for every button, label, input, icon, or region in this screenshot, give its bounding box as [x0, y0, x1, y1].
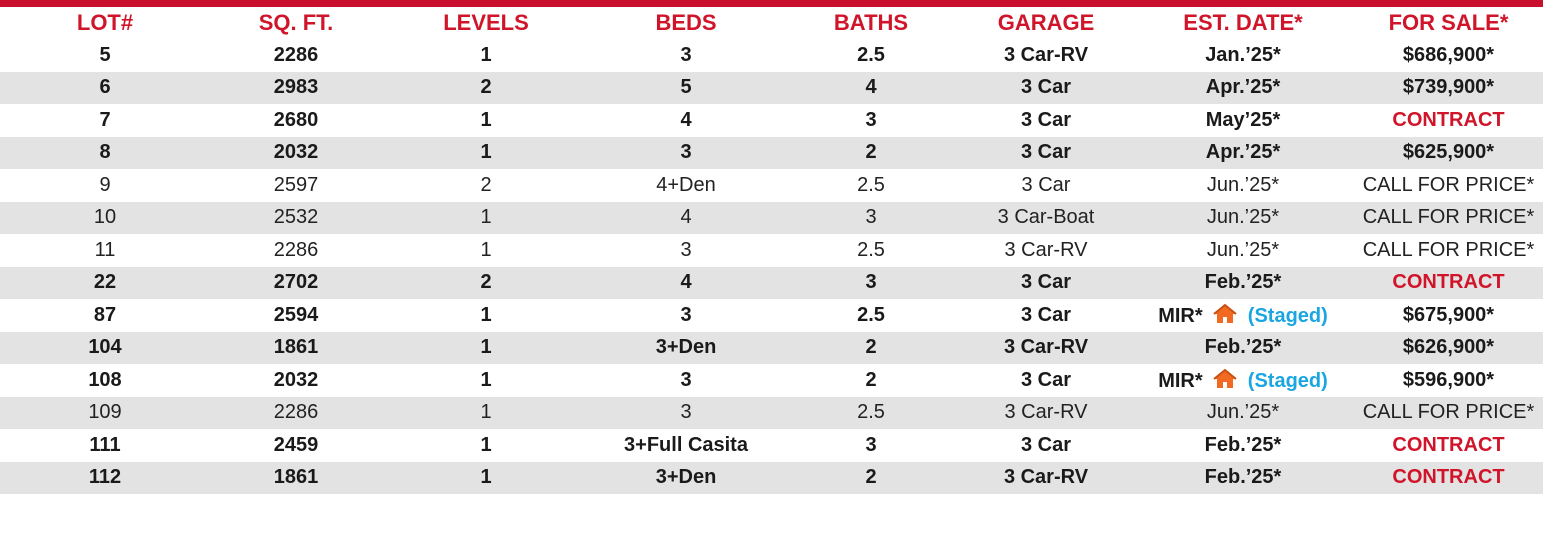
est-date-cell	[1132, 169, 1354, 202]
price-cell: CONTRACT	[1392, 108, 1505, 131]
est-date-cell	[1132, 72, 1354, 105]
table-row	[0, 462, 1543, 495]
header-lot: LOT#	[0, 7, 210, 39]
est-date-cell	[1132, 397, 1354, 430]
beds-cell: 3	[680, 43, 692, 66]
sqft-cell: 2286	[273, 238, 319, 261]
baths-cell: 2.5	[782, 397, 960, 430]
house-icon	[1212, 303, 1238, 325]
garage-cell: 3 Car	[1020, 303, 1072, 326]
lot-cell: 22	[0, 267, 210, 300]
table-body	[0, 39, 1543, 494]
baths-cell: 4	[782, 72, 960, 105]
table-row	[0, 397, 1543, 430]
baths-cell: 2	[865, 368, 877, 391]
beds-cell: 4	[590, 202, 782, 235]
table-row	[0, 202, 1543, 235]
levels-cell: 1	[382, 397, 590, 430]
sqft-cell: 1861	[210, 462, 382, 495]
baths-cell: 3	[782, 202, 960, 235]
baths-cell: 2.5	[857, 303, 885, 326]
beds-cell: 3	[680, 303, 692, 326]
table-row	[0, 104, 1543, 137]
baths-cell: 2	[782, 332, 960, 365]
sqft-cell: 2702	[210, 267, 382, 300]
garage-cell: 3 Car	[1020, 433, 1072, 456]
staged-label: (Staged)	[1247, 304, 1328, 327]
header-beds: BEDS	[590, 7, 782, 39]
price-cell: CONTRACT	[1392, 433, 1505, 456]
sqft-cell: 2532	[210, 202, 382, 235]
baths-cell: 2.5	[857, 43, 885, 66]
table-row	[0, 267, 1543, 300]
header-levels: LEVELS	[382, 7, 590, 39]
garage-cell: 3 Car	[1021, 173, 1071, 196]
header-garage: GARAGE	[960, 7, 1132, 39]
price-cell: $625,900*	[1354, 137, 1543, 170]
beds-cell: 3+Den	[590, 462, 782, 495]
staged-group	[1208, 370, 1328, 392]
header-for-sale: FOR SALE*	[1354, 7, 1543, 39]
est-date-cell	[1132, 429, 1354, 462]
header-baths: BATHS	[782, 7, 960, 39]
lot-cell: 9	[99, 173, 111, 196]
baths-cell: 2	[782, 137, 960, 170]
est-date-text: Feb.’25*	[1204, 336, 1282, 359]
lot-cell: 5	[99, 43, 111, 66]
lot-cell: 104	[0, 332, 210, 365]
est-date-cell	[1132, 202, 1354, 235]
levels-cell: 1	[480, 433, 492, 456]
est-date-text: Jan.’25*	[1205, 43, 1281, 66]
price-cell: CALL FOR PRICE*	[1354, 202, 1543, 235]
staged-label: (Staged)	[1247, 369, 1328, 392]
levels-cell: 1	[382, 462, 590, 495]
garage-cell: 3 Car-Boat	[960, 202, 1132, 235]
levels-cell: 1	[480, 108, 492, 131]
table-row	[0, 332, 1543, 365]
lot-cell: 108	[88, 368, 122, 391]
est-date-cell	[1132, 299, 1354, 332]
lot-cell: 109	[0, 397, 210, 430]
levels-cell: 1	[382, 137, 590, 170]
est-date-text: Jun.’25*	[1206, 401, 1280, 424]
price-cell: CALL FOR PRICE*	[1362, 238, 1535, 261]
beds-cell: 4	[590, 267, 782, 300]
table-row	[0, 137, 1543, 170]
est-date-cell	[1132, 364, 1354, 397]
price-cell: $675,900*	[1402, 303, 1495, 326]
levels-cell: 1	[480, 43, 492, 66]
beds-cell: 3	[590, 397, 782, 430]
table-row	[0, 299, 1543, 332]
table-row	[0, 39, 1543, 72]
top-accent-bar	[0, 0, 1543, 7]
baths-cell: 2.5	[857, 238, 885, 261]
lot-cell: 87	[93, 303, 117, 326]
levels-cell: 1	[480, 238, 492, 261]
table-row	[0, 429, 1543, 462]
garage-cell: 3 Car	[1020, 368, 1072, 391]
est-date-text: Jun.’25*	[1206, 173, 1280, 196]
header-est-date: EST. DATE*	[1132, 7, 1354, 39]
price-cell: $626,900*	[1354, 332, 1543, 365]
table-row	[0, 169, 1543, 202]
beds-cell: 3+Full Casita	[624, 433, 748, 456]
est-date-cell	[1132, 267, 1354, 300]
sqft-cell: 2597	[273, 173, 319, 196]
garage-cell: 3 Car-RV	[960, 332, 1132, 365]
sqft-cell: 1861	[210, 332, 382, 365]
levels-cell: 2	[480, 173, 492, 196]
garage-cell: 3 Car	[960, 72, 1132, 105]
sqft-cell: 2459	[273, 433, 319, 456]
est-date-text: Apr.’25*	[1205, 76, 1281, 99]
sqft-cell: 2032	[273, 368, 319, 391]
sqft-cell: 2286	[273, 43, 319, 66]
lot-cell: 112	[0, 462, 210, 495]
price-cell: CALL FOR PRICE*	[1362, 173, 1535, 196]
price-cell: CALL FOR PRICE*	[1354, 397, 1543, 430]
baths-cell: 2.5	[857, 173, 885, 196]
sqft-cell: 2594	[273, 303, 319, 326]
beds-cell: 5	[590, 72, 782, 105]
garage-cell: 3 Car-RV	[1003, 43, 1089, 66]
est-date-text: MIR*	[1158, 369, 1203, 392]
lot-cell: 6	[0, 72, 210, 105]
staged-group	[1208, 305, 1328, 327]
garage-cell: 3 Car-RV	[1004, 238, 1088, 261]
lot-cell: 8	[0, 137, 210, 170]
table-row	[0, 72, 1543, 105]
table-header-row	[0, 7, 1543, 39]
est-date-cell	[1132, 332, 1354, 365]
price-cell: CONTRACT	[1354, 267, 1543, 300]
sqft-cell: 2680	[273, 108, 319, 131]
levels-cell: 1	[382, 332, 590, 365]
baths-cell: 3	[865, 108, 877, 131]
est-date-text: Jun.’25*	[1206, 238, 1280, 261]
levels-cell: 1	[480, 368, 492, 391]
beds-cell: 3+Den	[590, 332, 782, 365]
est-date-cell	[1132, 234, 1354, 267]
levels-cell: 1	[480, 303, 492, 326]
table-row	[0, 234, 1543, 267]
house-icon	[1212, 368, 1238, 390]
est-date-text: Feb.’25*	[1204, 466, 1282, 489]
baths-cell: 3	[865, 433, 877, 456]
table-row	[0, 364, 1543, 397]
sqft-cell: 2983	[210, 72, 382, 105]
est-date-cell	[1132, 104, 1354, 137]
baths-cell: 3	[782, 267, 960, 300]
levels-cell: 2	[382, 267, 590, 300]
header-sqft: SQ. FT.	[210, 7, 382, 39]
est-date-text: Apr.’25*	[1205, 141, 1281, 164]
garage-cell: 3 Car-RV	[960, 462, 1132, 495]
beds-cell: 3	[680, 368, 692, 391]
levels-cell: 2	[382, 72, 590, 105]
price-cell: $596,900*	[1402, 368, 1495, 391]
price-cell: $686,900*	[1402, 43, 1495, 66]
lot-cell: 10	[0, 202, 210, 235]
lot-cell: 11	[94, 238, 116, 261]
est-date-text: MIR*	[1158, 304, 1203, 327]
garage-cell: 3 Car	[960, 267, 1132, 300]
baths-cell: 2	[782, 462, 960, 495]
est-date-text: Feb.’25*	[1204, 271, 1282, 294]
beds-cell: 3	[680, 238, 692, 261]
lot-cell: 7	[99, 108, 111, 131]
garage-cell: 3 Car	[1020, 108, 1072, 131]
est-date-text: May’25*	[1205, 108, 1281, 131]
price-cell: CONTRACT	[1354, 462, 1543, 495]
est-date-cell	[1132, 137, 1354, 170]
levels-cell: 1	[382, 202, 590, 235]
est-date-text: Jun.’25*	[1206, 206, 1280, 229]
lot-cell: 111	[89, 433, 121, 456]
est-date-text: Feb.’25*	[1204, 433, 1282, 456]
beds-cell: 4	[680, 108, 692, 131]
garage-cell: 3 Car	[960, 137, 1132, 170]
sqft-cell: 2286	[210, 397, 382, 430]
inventory-table-container	[0, 7, 1543, 494]
beds-cell: 3	[590, 137, 782, 170]
home-inventory-table	[0, 7, 1543, 494]
est-date-cell	[1132, 39, 1354, 72]
price-cell: $739,900*	[1354, 72, 1543, 105]
garage-cell: 3 Car-RV	[960, 397, 1132, 430]
sqft-cell: 2032	[210, 137, 382, 170]
est-date-cell	[1132, 462, 1354, 495]
beds-cell: 4+Den	[656, 173, 716, 196]
